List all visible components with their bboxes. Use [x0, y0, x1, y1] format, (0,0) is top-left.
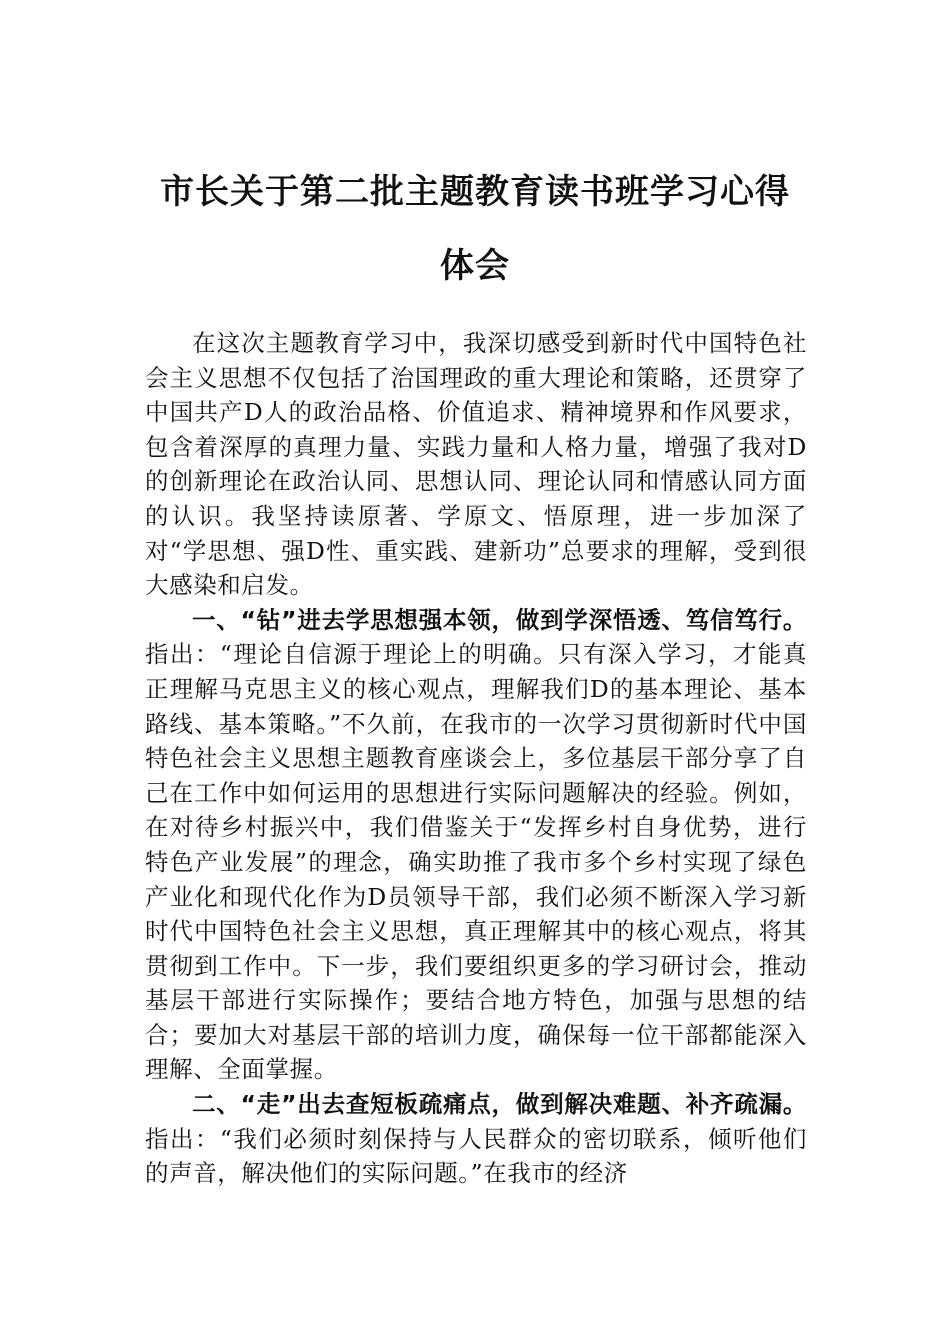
title-line-2: 体会 — [440, 246, 510, 286]
title-line-1: 市长关于第二批主题教育读书班学习心得 — [160, 172, 790, 212]
section-2-text: 指出：“我们必须时刻保持与人民群众的密切联系，倾听他们的声音，解决他们的实际问题。”在我市的经济 — [145, 1124, 807, 1188]
intro-paragraph: 在这次主题教育学习中，我深切感受到新时代中国特色社会主义思想不仅包括了治国理政的重大理论和策略，还贯穿了中国共产D人的政治品格、价值追求、精神境界和作风要求，包含着深厚的真理力量、实践力量和人格力量，增强了我对D的创新理论在政治认同、思想认同、理论认同和情感认同方面的认识。我坚持读原著、学原文、悟原理，进一步加深了对“学思想、强D性、重实践、建新功”总要求的理解，受到很大感染和启发。 — [145, 329, 807, 600]
section-2-heading: 二、“走”出去查短板疏痛点，做到解决难题、补齐疏漏。 — [192, 1090, 807, 1119]
document-body — [145, 326, 807, 1191]
section-1-heading: 一、“钻”进去学思想强本领，做到学深悟透、笃信笃行。 — [192, 605, 807, 634]
document-title — [145, 155, 805, 303]
section-1-text: 指出：“理论自信源于理论上的明确。只有深入学习，才能真正理解马克思主义的核心观点，理解我们D的基本理论、基本路线、基本策略。”不久前，在我市的一次学习贯彻新时代中国特色社会主义思想主题教育座谈会上，多位基层干部分享了自己在工作中如何运用的思想进行实际问题解决的经验。例如，在对待乡村振兴中，我们借鉴关于“发挥乡村自身优势，进行特色产业发展”的理念，确实助推了我市多个乡村实现了绿色产业化和现代化作为D员领导干部，我们必须不断深入学习新时代中国特色社会主义思想，真正理解其中的核心观点，将其贯彻到工作中。下一步，我们要组织更多的学习研讨会，推动基层干部进行实际操作；要结合地方特色，加强与思想的结合；要加大对基层干部的培训力度，确保每一位干部都能深入理解、全面掌握。 — [145, 640, 807, 1084]
section-2-paragraph — [145, 1087, 807, 1191]
section-1-paragraph — [145, 603, 807, 1087]
